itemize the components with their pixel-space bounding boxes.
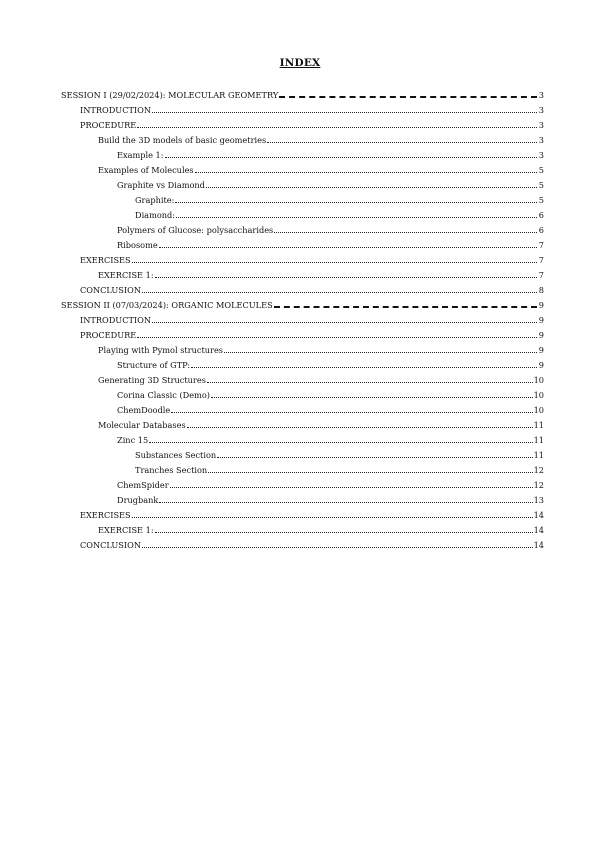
toc-entry-label: ChemDoodle — [117, 405, 171, 415]
toc-leader — [152, 322, 537, 323]
toc-page-number: 5 — [538, 195, 544, 205]
toc-entry-label: INTRODUCTION — [80, 105, 152, 115]
toc-page-number: 3 — [538, 135, 544, 145]
toc-entry-label: Example 1: — [117, 150, 164, 160]
toc-leader — [171, 412, 532, 413]
toc-entry-molecular-databases[interactable] — [98, 419, 544, 431]
toc-page-number: 6 — [538, 225, 544, 235]
toc-entry-polymers-of-glucose[interactable] — [117, 224, 544, 236]
toc-entry-procedure[interactable] — [80, 329, 544, 341]
toc-page-number: 5 — [538, 165, 544, 175]
toc-page-number: 12 — [533, 465, 544, 475]
toc-page-number: 3 — [538, 150, 544, 160]
toc-entry-label: SESSION I (29/02/2024): MOLECULAR GEOMETRY — [61, 90, 279, 100]
toc-page-number: 9 — [538, 345, 544, 355]
toc-page-number: 10 — [533, 375, 544, 385]
toc-leader — [142, 547, 533, 548]
toc-entry-build-3d-models[interactable] — [98, 134, 544, 146]
toc-page-number: 7 — [538, 240, 544, 250]
toc-leader — [208, 472, 532, 473]
toc-page-number: 11 — [533, 420, 544, 430]
toc-entry-label: Graphite: — [135, 195, 175, 205]
toc-entry-label: PROCEDURE — [80, 330, 137, 340]
toc-leader — [279, 96, 537, 98]
toc-entry-label: Playing with Pymol structures — [98, 345, 223, 355]
toc-page-number: 11 — [533, 435, 544, 445]
toc-entry-conclusion[interactable] — [80, 539, 544, 551]
toc-leader — [176, 217, 537, 218]
toc-leader — [142, 292, 537, 293]
toc-leader — [217, 457, 532, 458]
toc-leader — [152, 112, 537, 113]
toc-entry-label: Tranches Section — [135, 465, 208, 475]
toc-leader — [191, 367, 537, 368]
toc-entry-label: INTRODUCTION — [80, 315, 152, 325]
toc-page-number: 8 — [538, 285, 544, 295]
toc-page-number: 3 — [538, 105, 544, 115]
toc-leader — [132, 517, 533, 518]
toc-entry-label: Build the 3D models of basic geometries — [98, 135, 267, 145]
toc-entry-label: EXERCISES — [80, 255, 131, 265]
toc-entry-introduction[interactable] — [80, 104, 544, 116]
toc-entry-label: Corina Classic (Demo) — [117, 390, 210, 400]
toc-page-number: 3 — [538, 120, 544, 130]
toc-entry-substances-section[interactable] — [135, 449, 544, 461]
toc-entry-exercise-1[interactable] — [98, 524, 544, 536]
toc-entry-introduction[interactable] — [80, 314, 544, 326]
toc-entry-label: Diamond: — [135, 210, 176, 220]
toc-leader — [149, 442, 532, 443]
toc-entry-generating-3d-structures[interactable] — [98, 374, 544, 386]
toc-entry-structure-of-gtp[interactable] — [117, 359, 544, 371]
toc-leader — [187, 427, 533, 428]
toc-entry-label: Substances Section — [135, 450, 217, 460]
toc-entry-label: CONCLUSION — [80, 540, 142, 550]
toc-entry-corina-classic[interactable] — [117, 389, 544, 401]
toc-leader — [195, 172, 537, 173]
toc-entry-playing-with-pymol[interactable] — [98, 344, 544, 356]
toc-page-number: 7 — [538, 255, 544, 265]
toc-leader — [274, 232, 537, 233]
toc-entry-label: Examples of Molecules — [98, 165, 194, 175]
toc-entry-diamond[interactable] — [135, 209, 544, 221]
toc-leader — [132, 262, 537, 263]
toc-page-number: 9 — [538, 360, 544, 370]
toc-entry-chemspider[interactable] — [117, 479, 544, 491]
toc-leader — [274, 306, 537, 308]
toc-leader — [211, 397, 533, 398]
toc-entry-label: Polymers of Glucose: polysaccharides — [117, 225, 274, 235]
toc-entry-exercise-1[interactable] — [98, 269, 544, 281]
toc-entry-drugbank[interactable] — [117, 494, 544, 506]
toc-page-number: 14 — [533, 525, 544, 535]
toc-leader — [155, 532, 533, 533]
toc-leader — [170, 487, 533, 488]
toc-entry-example-1[interactable] — [117, 149, 544, 161]
toc-leader — [137, 127, 537, 128]
toc-page-number: 9 — [538, 315, 544, 325]
toc-leader — [165, 157, 537, 158]
toc-page-number: 14 — [533, 510, 544, 520]
toc-leader — [159, 247, 537, 248]
toc-page-number: 12 — [533, 480, 544, 490]
toc-entry-graphite-vs-diamond[interactable] — [117, 179, 544, 191]
toc-page-number: 11 — [533, 450, 544, 460]
toc-leader — [206, 187, 537, 188]
toc-entry-label: EXERCISE 1: — [98, 525, 154, 535]
toc-entry-label: ChemSpider — [117, 480, 169, 490]
toc-leader — [159, 502, 532, 503]
toc-page-number: 9 — [538, 300, 544, 310]
toc-page-number: 7 — [538, 270, 544, 280]
toc-entry-label: Graphite vs Diamond — [117, 180, 205, 190]
toc-entry-exercises[interactable] — [80, 254, 544, 266]
toc-entry-examples-of-molecules[interactable] — [98, 164, 544, 176]
toc-entry-tranches-section[interactable] — [135, 464, 544, 476]
toc-entry-chemdoodle[interactable] — [117, 404, 544, 416]
toc-page-number: 9 — [538, 330, 544, 340]
toc-page-number: 13 — [533, 495, 544, 505]
toc-page-number: 14 — [533, 540, 544, 550]
toc-leader — [175, 202, 537, 203]
toc-entry-graphite[interactable] — [135, 194, 544, 206]
toc-page-number: 3 — [538, 90, 544, 100]
toc-leader — [224, 352, 537, 353]
toc-entry-zinc-15[interactable] — [117, 434, 544, 446]
toc-leader — [155, 277, 537, 278]
toc-entry-conclusion[interactable] — [80, 284, 544, 296]
toc-entry-exercises[interactable] — [80, 509, 544, 521]
toc-entry-label: CONCLUSION — [80, 285, 142, 295]
toc-page-number: 5 — [538, 180, 544, 190]
toc-entry-ribosome[interactable] — [117, 239, 544, 251]
toc-leader — [137, 337, 537, 338]
toc-leader — [207, 382, 533, 383]
toc-page-number: 10 — [533, 405, 544, 415]
toc-entry-session-1[interactable] — [61, 89, 544, 101]
toc-entry-label: EXERCISES — [80, 510, 131, 520]
toc-page-number: 10 — [533, 390, 544, 400]
toc-entry-label: Drugbank — [117, 495, 159, 505]
page-title: INDEX — [279, 57, 321, 69]
toc-entry-label: Zinc 15 — [117, 435, 149, 445]
toc-entry-procedure[interactable] — [80, 119, 544, 131]
toc-entry-label: Molecular Databases — [98, 420, 186, 430]
toc-entry-label: Generating 3D Structures — [98, 375, 206, 385]
toc-entry-label: PROCEDURE — [80, 120, 137, 130]
toc-page-number: 6 — [538, 210, 544, 220]
toc-leader — [267, 142, 537, 143]
toc-entry-label: Ribosome — [117, 240, 158, 250]
toc-entry-session-2[interactable] — [61, 299, 544, 311]
toc-entry-label: EXERCISE 1: — [98, 270, 154, 280]
toc-entry-label: SESSION II (07/03/2024): ORGANIC MOLECULES — [61, 300, 273, 310]
toc-entry-label: Structure of GTP: — [117, 360, 191, 370]
